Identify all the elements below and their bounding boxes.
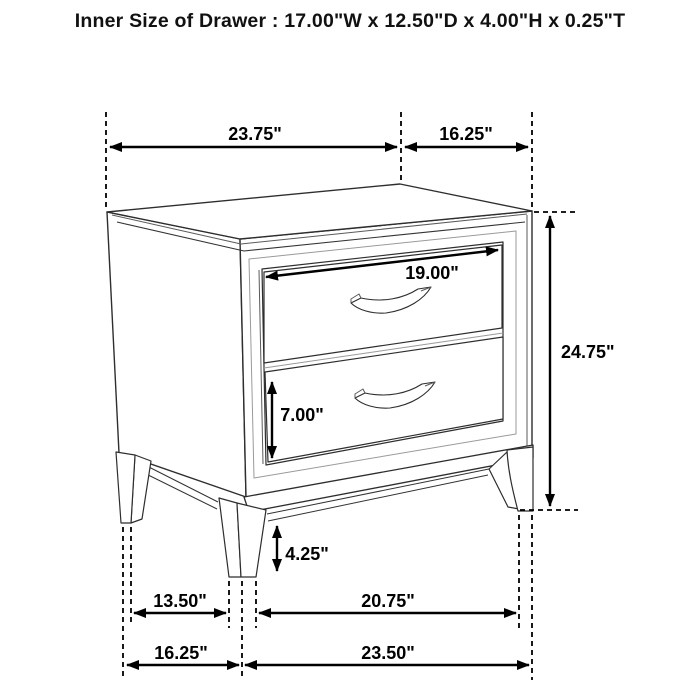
dim-overall-height-label: 24.75" bbox=[561, 342, 615, 362]
dim-top-width-label: 23.75" bbox=[228, 124, 282, 144]
dim-leg-clearance bbox=[277, 526, 329, 571]
dim-leg-span-depth bbox=[134, 591, 226, 613]
leg-back-left bbox=[116, 452, 151, 523]
dim-leg-clearance-label: 4.25" bbox=[285, 544, 329, 564]
dim-drawer-height-label: 7.00" bbox=[280, 405, 324, 425]
dim-base-depth-label: 16.25" bbox=[154, 643, 208, 663]
dim-base-width-label: 23.50" bbox=[361, 643, 415, 663]
nightstand-drawing bbox=[107, 184, 533, 577]
dim-overall-height bbox=[520, 212, 615, 510]
page-title: Inner Size of Drawer : 17.00"W x 12.50"D x 4.00"H x 0.25"T bbox=[74, 10, 626, 32]
dim-leg-span-width-label: 20.75" bbox=[361, 591, 415, 611]
dim-leg-span-width bbox=[259, 591, 516, 613]
dim-base-depth bbox=[127, 643, 239, 665]
dim-top-depth-label: 16.25" bbox=[439, 124, 493, 144]
dim-drawer-width-label: 19.00" bbox=[405, 263, 459, 283]
leg-front-left bbox=[219, 498, 266, 577]
dim-base-width bbox=[245, 643, 529, 665]
dim-leg-span-depth-label: 13.50" bbox=[153, 591, 207, 611]
